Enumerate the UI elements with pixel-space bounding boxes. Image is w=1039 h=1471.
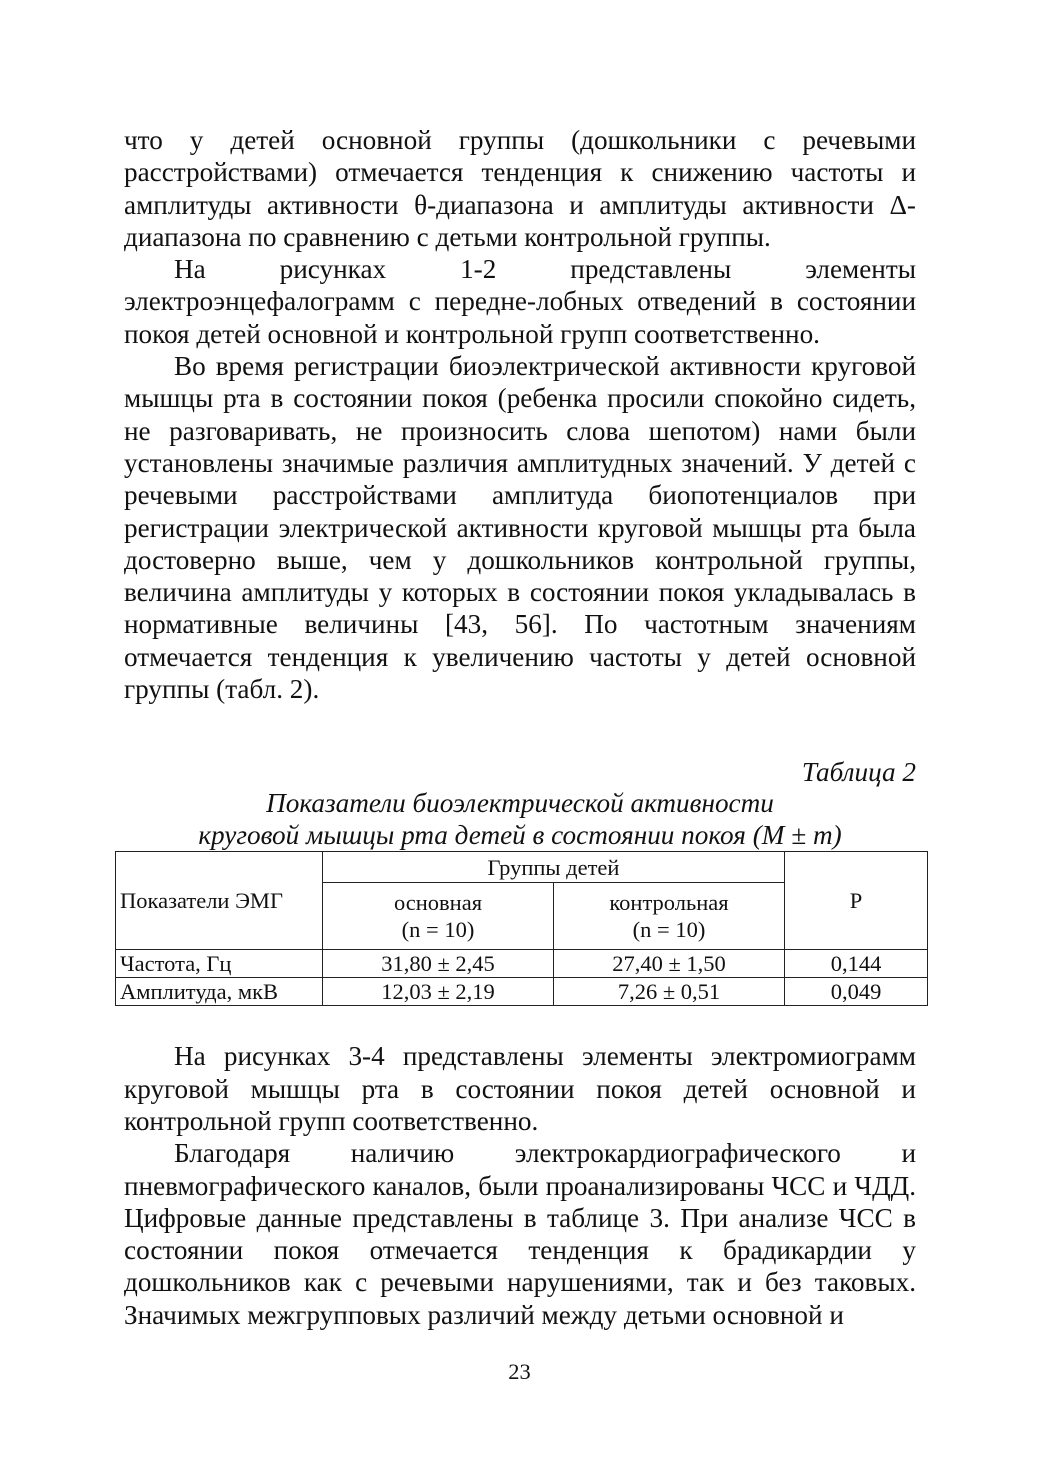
row-p-value: 0,049 [785, 978, 928, 1006]
page-number: 23 [508, 1359, 531, 1384]
paragraph-eeg-figures: На рисунках 1-2 представлены элементы электроэнцефалограмм с передне-лобных отведений в состоянии покоя детей основной и контрольной групп соответственно. [124, 254, 916, 349]
table-row [116, 950, 928, 978]
table-header-row [116, 852, 928, 883]
row-label: Частота, Гц [116, 950, 323, 978]
paragraph-emg-results: Во время регистрации биоэлектрической активности круговой мышцы рта в состоянии покоя (ребенка просили спокойно сидеть, не разговаривать, не произносить слова шепотом) нами были установлены значимые различия амплитудных значений. У детей с речевыми расстройствами амплитуда биопотенциалов при регистрации электрической активности круговой мышцы рта была достоверно выше, чем у дошкольников контрольной группы, величина амплитуды у которых в состоянии покоя укладывалась в нормативные величины [43, 56]. По частотным значениям отмечается тенденция к увеличению частоты у детей основной группы (табл. 2). [124, 351, 916, 705]
row-p-value: 0,144 [785, 950, 928, 978]
table-caption-line1: Показатели биоэлектрической активности [266, 788, 774, 819]
table-number-label: Таблица 2 [801, 757, 916, 788]
header-groups: Группы детей [323, 852, 785, 883]
table-row [116, 978, 928, 1006]
emg-indicators-table [115, 851, 928, 1006]
paragraph-emg-figures: На рисунках 3-4 представлены элементы электромиограмм круговой мышцы рта в состоянии покоя детей основной и контрольной групп соответственно. [124, 1041, 916, 1136]
header-control-group [554, 883, 785, 950]
header-control-label: контрольная [609, 890, 729, 916]
header-main-group [323, 883, 554, 950]
header-metric: Показатели ЭМГ [116, 852, 323, 950]
page-content [120, 124, 916, 1331]
row-control-value: 27,40 ± 1,50 [554, 950, 785, 978]
header-main-label: основная [393, 890, 483, 916]
row-main-value: 12,03 ± 2,19 [323, 978, 554, 1006]
row-control-value: 7,26 ± 0,51 [554, 978, 785, 1006]
paragraph-continuation: что у детей основной группы (дошкольники с речевыми расстройствами) отмечается тенденция к снижению частоты и амплитуды активности θ-диапазона и амплитуды активности Δ-диапазона по сравнению с детьми контрольной группы. [124, 125, 916, 252]
header-p: P [785, 852, 928, 950]
row-main-value: 31,80 ± 2,45 [323, 950, 554, 978]
table-caption-line2: круговой мышцы рта детей в состоянии покоя (M ± m) [198, 820, 842, 851]
header-main-n: (n = 10) [401, 917, 475, 943]
row-label: Амплитуда, мкВ [116, 978, 323, 1006]
header-control-n: (n = 10) [632, 917, 706, 943]
paragraph-heart-rate: Благодаря наличию электрокардиографического и пневмографического каналов, были проанализированы ЧСС и ЧДД. Цифровые данные представлены в таблице 3. При анализе ЧСС в состоянии покоя отмечается тенденция к брадикардии у дошкольников как с речевыми нарушениями, так и без таковых. Значимых межгрупповых различий между детьми основной и [124, 1138, 916, 1330]
